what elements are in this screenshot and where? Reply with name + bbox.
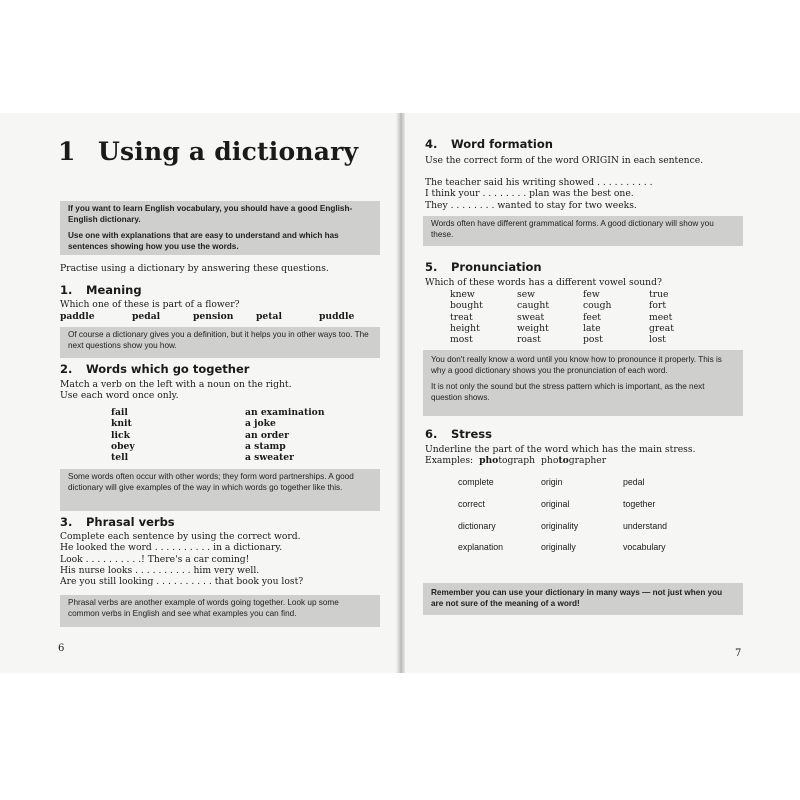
vowel-word: post <box>583 334 603 346</box>
vowel-column-4 <box>649 289 674 345</box>
chapter-number: 1 <box>58 137 76 166</box>
vowel-word: knew <box>450 289 475 300</box>
vowel-word: meet <box>649 311 673 323</box>
examples-label: Examples: <box>425 455 474 466</box>
vowel-column-3 <box>583 289 611 345</box>
noun: a joke <box>245 418 276 430</box>
word-formation-sentences <box>425 177 653 211</box>
stress-word: explanation <box>458 542 503 553</box>
word-option: pension <box>193 311 234 322</box>
word-option: paddle <box>60 311 95 322</box>
stress-word: origin <box>541 477 563 487</box>
stress-word: together <box>623 498 656 509</box>
stress-word: dictionary <box>458 520 496 531</box>
vowel-word: sew <box>517 289 536 300</box>
noun-list <box>245 407 325 463</box>
vowel-word: most <box>450 334 473 346</box>
section-title: Pronunciation <box>451 260 542 274</box>
word-option: puddle <box>319 311 355 322</box>
noun: an order <box>245 429 289 441</box>
section-title: Words which go together <box>86 362 250 376</box>
example-stress: pho <box>479 455 499 466</box>
phrasal-note-box: Phrasal verbs are another example of words going together. Look up some common verbs in English and see what examples you can find. <box>60 595 380 627</box>
vowel-word: sweat <box>517 311 545 323</box>
meaning-question: Which one of these is part of a flower? <box>60 299 240 310</box>
book-gutter <box>396 113 405 673</box>
stress-word: original <box>541 498 570 509</box>
page-number-right: 7 <box>735 648 742 659</box>
word-formation-note-box: Words often have different grammatical forms. A good dictionary will show you these. <box>423 216 743 246</box>
stress-word: understand <box>623 520 668 531</box>
stress-word: originally <box>541 542 576 553</box>
section-number: 6. <box>425 427 438 441</box>
stress-word: complete <box>458 477 494 487</box>
stress-column-2 <box>541 477 578 564</box>
example-rest: grapher <box>568 455 607 466</box>
word-option: petal <box>256 311 282 322</box>
verb: lick <box>111 429 130 441</box>
pronunciation-question: Which of these words has a different vowel sound? <box>425 277 662 288</box>
chapter-title: Using a dictionary <box>98 137 359 166</box>
meaning-note-box: Of course a dictionary gives you a definition, but it helps you in other ways too. The next questions show you how. <box>60 327 380 358</box>
intro-box <box>60 201 380 255</box>
remember-note-box: Remember you can use your dictionary in many ways — not just when you are not sure of the meaning of a word! <box>423 583 743 615</box>
intro-line-2: Use one with explanations that are easy to understand and which has sentences showing how you use the words. <box>68 230 339 252</box>
stress-word: originality <box>541 520 579 531</box>
match-instruction: Match a verb on the left with a noun on the right. <box>60 379 292 390</box>
sentence: Are you still looking . . . . . . . . . . that book you lost? <box>60 576 304 588</box>
noun: a sweater <box>245 452 294 464</box>
match-instruction-2: Use each word once only. <box>60 390 179 401</box>
stress-word: pedal <box>623 477 645 487</box>
sentence: They . . . . . . . . wanted to stay for two weeks. <box>425 199 637 211</box>
sentence: The teacher said his writing showed . . . . . . . . . . <box>425 177 653 188</box>
noun: a stamp <box>245 440 286 452</box>
vowel-word: treat <box>450 311 473 323</box>
stress-word: correct <box>458 498 485 509</box>
vowel-word: true <box>649 289 669 300</box>
page-number-left: 6 <box>58 643 65 654</box>
stress-word: vocabulary <box>623 542 666 553</box>
verb-list <box>111 407 135 463</box>
example-stress: to <box>558 455 569 466</box>
word-formation-instruction: Use the correct form of the word ORIGIN in each sentence. <box>425 155 704 166</box>
chapter-heading <box>58 137 358 166</box>
example-rest: tograph <box>498 455 536 466</box>
verb: fail <box>111 407 128 418</box>
vowel-column-2 <box>517 289 549 345</box>
section-number: 1. <box>60 283 73 297</box>
vowel-word: few <box>583 289 600 300</box>
section-heading-meaning <box>60 283 142 297</box>
pronunciation-note-2: It is not only the sound but the stress pattern which is important, as the next question shows. <box>431 381 705 403</box>
vowel-word: feet <box>583 311 601 323</box>
section-number: 2. <box>60 362 73 376</box>
sentence: Complete each sentence by using the correct word. <box>60 531 301 542</box>
word-option: pedal <box>132 311 161 322</box>
words-together-note-box: Some words often occur with other words; they form word partnerships. A good dictionary will give examples of the way in which words go together like this. <box>60 469 380 511</box>
stress-instruction: Underline the part of the word which has the main stress. <box>425 444 696 455</box>
stress-column-1 <box>458 477 503 564</box>
stress-examples <box>425 455 606 466</box>
vowel-word: late <box>583 322 601 334</box>
pronunciation-note-box <box>423 350 743 416</box>
section-number: 5. <box>425 260 438 274</box>
section-heading-pronunciation <box>425 260 542 274</box>
verb: tell <box>111 452 129 464</box>
sentence: He looked the word . . . . . . . . . . in a dictionary. <box>60 542 283 554</box>
verb: obey <box>111 440 135 452</box>
vowel-column-1 <box>450 289 483 345</box>
phrasal-sentences <box>60 531 303 587</box>
section-title: Stress <box>451 427 492 441</box>
sentence: I think your . . . . . . . . plan was the best one. <box>425 188 634 200</box>
sentence: Look . . . . . . . . . .! There's a car coming! <box>60 553 250 565</box>
noun: an examination <box>245 407 325 418</box>
sentence: His nurse looks . . . . . . . . . . him very well. <box>60 564 260 576</box>
pronunciation-note-1: You don't really know a word until you know how to pronounce it properly. This is why a good dictionary shows you the pronunciation of each word. <box>431 355 722 376</box>
section-heading-stress <box>425 427 492 441</box>
section-number: 3. <box>60 515 73 529</box>
vowel-word: height <box>450 322 480 334</box>
intro-line-1: If you want to learn English vocabulary, you should have a good English-English dictionary. <box>68 204 353 225</box>
section-title: Meaning <box>86 283 142 297</box>
example-pre: pho <box>541 455 559 466</box>
section-heading-word-formation <box>425 137 553 151</box>
verb: knit <box>111 418 132 430</box>
vowel-word: weight <box>517 322 549 334</box>
vowel-word: great <box>649 322 674 334</box>
section-title: Word formation <box>451 137 553 151</box>
vowel-word: lost <box>649 334 666 346</box>
vowel-word: fort <box>649 300 667 312</box>
left-page <box>0 113 396 673</box>
section-title: Phrasal verbs <box>86 515 175 529</box>
practise-instruction: Practise using a dictionary by answering these questions. <box>60 263 329 274</box>
vowel-word: roast <box>517 334 541 346</box>
section-heading-phrasal-verbs <box>60 515 175 529</box>
vowel-word: bought <box>450 300 483 312</box>
stress-column-3 <box>623 477 667 564</box>
section-heading-words-together <box>60 362 249 376</box>
section-number: 4. <box>425 137 438 151</box>
vowel-word: caught <box>517 300 550 312</box>
right-page <box>405 113 800 673</box>
vowel-word: cough <box>583 300 612 312</box>
